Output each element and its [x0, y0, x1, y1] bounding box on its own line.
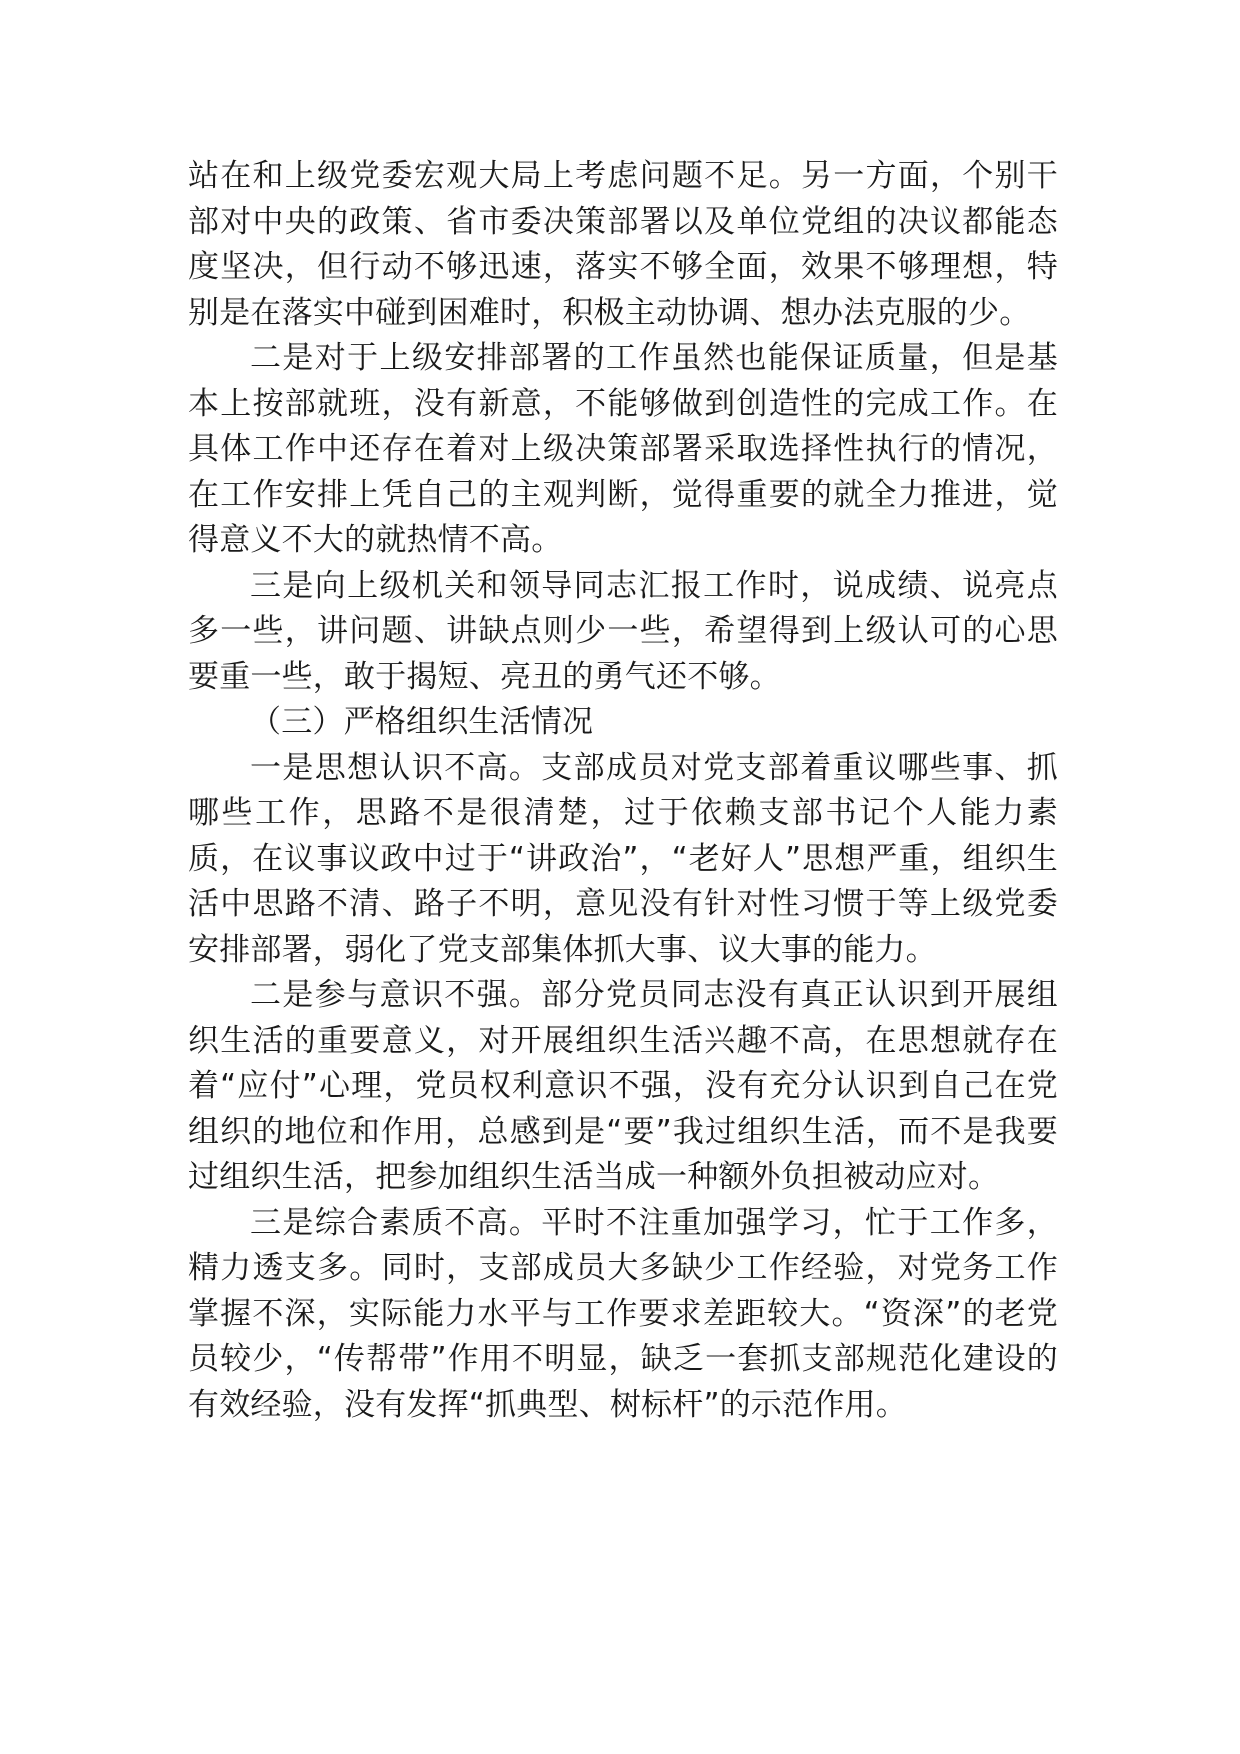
document-page	[188, 154, 1058, 1428]
paragraph-item-1-thinking: 一是思想认识不高。支部成员对党支部着重议哪些事、抓哪些工作，思路不是很清楚，过于依赖支部书记个人能力素质，在议事议政中过于“讲政治”，“老好人”思想严重，组织生活中思路不清、路子不明，意见没有针对性习惯于等上级党委安排部署，弱化了党支部集体抓大事、议大事的能力。	[188, 749, 1058, 968]
section-heading: （三）严格组织生活情况	[250, 704, 594, 740]
paragraph-continuation: 站在和上级党委宏观大局上考虑问题不足。另一方面，个别干部对中央的政策、省市委决策部署以及单位党组的决议都能态度坚决，但行动不够迅速，落实不够全面，效果不够理想，特别是在落实中碰到困难时，积极主动协调、想办法克服的少。	[188, 158, 1058, 331]
paragraph-item-3: 三是向上级机关和领导同志汇报工作时，说成绩、说亮点多一些，讲问题、讲缺点则少一些，希望得到上级认可的心思要重一些，敢于揭短、亮丑的勇气还不够。	[188, 567, 1058, 695]
paragraph-item-2: 二是对于上级安排部署的工作虽然也能保证质量，但是基本上按部就班，没有新意，不能够做到创造性的完成工作。在具体工作中还存在着对上级决策部署采取选择性执行的情况，在工作安排上凭自己的主观判断，觉得重要的就全力推进，觉得意义不大的就热情不高。	[188, 340, 1058, 558]
paragraph-item-3-quality: 三是综合素质不高。平时不注重加强学习，忙于工作多，精力透支多。同时，支部成员大多缺少工作经验，对党务工作掌握不深，实际能力水平与工作要求差距较大。“资深”的老党员较少，“传帮带”作用不明显，缺乏一套抓支部规范化建设的有效经验，没有发挥“抓典型、树标杆”的示范作用。	[188, 1204, 1058, 1423]
paragraph-item-2-participation: 二是参与意识不强。部分党员同志没有真正认识到开展组织生活的重要意义，对开展组织生活兴趣不高，在思想就存在着“应付”心理，党员权利意识不强，没有充分认识到自己在党组织的地位和作用，总感到是“要”我过组织生活，而不是我要过组织生活，把参加组织生活当成一种额外负担被动应对。	[188, 977, 1058, 1195]
